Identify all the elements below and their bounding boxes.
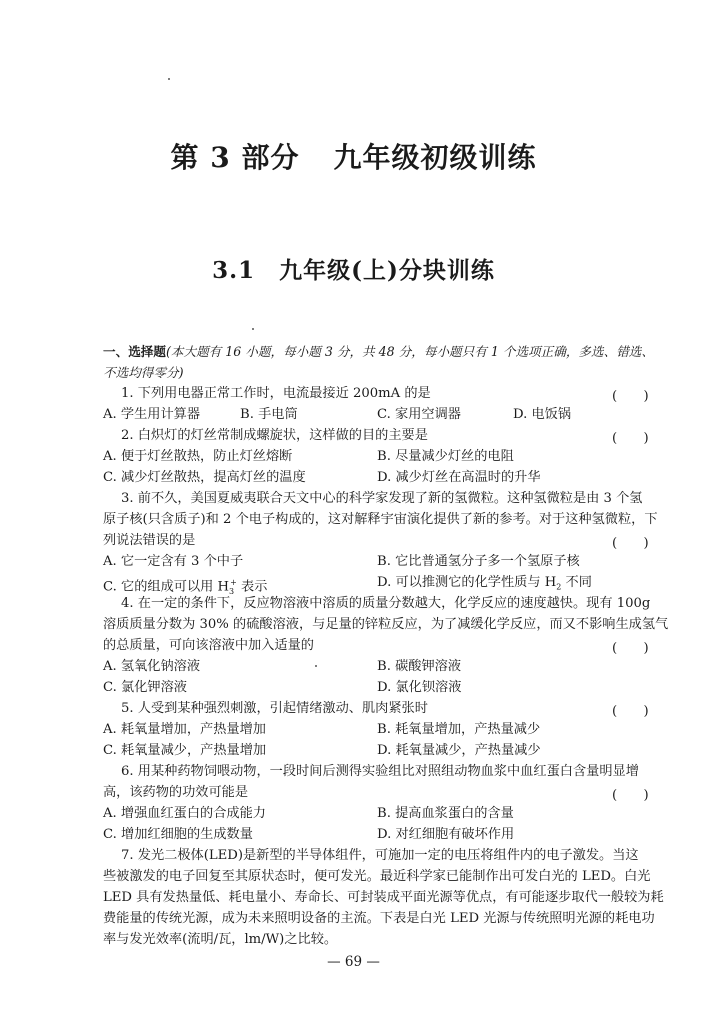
q7-stem-line5: 率与发光效率(流明/瓦，lm/W)之比较。 xyxy=(103,932,338,947)
q6-stem-line1: 6. 用某种药物饲喂动物，一段时间后测得实验组比对照组动物血浆中血红蛋白含量明显增 xyxy=(121,764,639,779)
q4-stem-line1: 4. 在一定的条件下，反应物溶液中溶质的质量分数越大，化学反应的速度越快。现有 100g xyxy=(121,596,651,611)
scan-speck xyxy=(252,328,254,330)
q4-answer-paren: ( ) xyxy=(612,641,649,656)
scan-speck xyxy=(168,78,170,80)
q3-option-d: D. 可以推测它的化学性质与 $H_2$ 不同 xyxy=(377,575,592,592)
q2-option-a: A. 便于灯丝散热，防止灯丝熔断 xyxy=(103,449,293,464)
q3-stem-line3: 列说法错误的是 xyxy=(103,533,196,548)
q6-option-b: B. 提高血浆蛋白的含量 xyxy=(377,806,514,821)
q1-option-d: D. 电饭锅 xyxy=(513,407,572,422)
section-title xyxy=(0,252,707,285)
q5-option-c: C. 耗氧量减少，产热量增加 xyxy=(103,743,267,758)
question-instructions xyxy=(103,341,663,360)
part-label: 第 3 部分 xyxy=(170,141,300,174)
q2-stem: 2. 白炽灯的灯丝常制成螺旋状，这样做的目的主要是 xyxy=(121,428,428,443)
instructions-note: (本大题有 16 小题，每小题 3 分，共 48 分，每小题只有 1 个选项正确，多选、错选、 xyxy=(165,344,654,359)
q6-answer-paren: ( ) xyxy=(612,788,649,803)
part-name: 九年级初级训练 xyxy=(333,141,537,174)
q2-option-c: C. 减少灯丝散热，提高灯丝的温度 xyxy=(103,470,306,485)
q4-option-c: C. 氯化钾溶液 xyxy=(103,680,187,695)
q4-stem-line2: 溶质质量分数为 30% 的硫酸溶液，与足量的锌粒反应，为了减缓化学反应，而又不影响生成氢气 xyxy=(103,617,669,632)
section-name: 九年级(上)分块训练 xyxy=(279,257,495,284)
q3-stem-line1: 3. 前不久，美国夏威夷联合天文中心的科学家发现了新的氢微粒。这种氢微粒是由 3 个氢 xyxy=(121,491,643,506)
instructions-lead: 一、选择题 xyxy=(103,344,166,359)
q5-option-b: B. 耗氧量增加，产热量减少 xyxy=(377,722,541,737)
q1-option-c: C. 家用空调器 xyxy=(377,407,461,422)
section-number: 3.1 xyxy=(212,257,256,284)
q3-answer-paren: ( ) xyxy=(612,536,649,551)
q4-stem-line3: 的总质量，可向该溶液中加入适量的 xyxy=(103,638,314,653)
q6-stem-line2: 高，该药物的功效可能是 xyxy=(103,785,249,800)
q1-option-b: B. 手电筒 xyxy=(240,407,298,422)
q6-option-a: A. 增强血红蛋白的合成能力 xyxy=(103,806,266,821)
q5-answer-paren: ( ) xyxy=(612,704,649,719)
q3-stem-line2: 原子核(只含质子)和 2 个电子构成的，这对解释宇宙演化提供了新的参考。对于这种氢微粒，下 xyxy=(103,512,658,527)
q7-stem-line4: 费能量的传统光源，成为未来照明设备的主流。下表是白光 LED 光源与传统照明光源的耗电功 xyxy=(103,911,655,926)
q1-stem: 1. 下列用电器正常工作时，电流最接近 200mA 的是 xyxy=(121,386,431,401)
q6-option-c: C. 增加红细胞的生成数量 xyxy=(103,827,253,842)
q5-option-d: D. 耗氧量减少，产热量减少 xyxy=(377,743,541,758)
q5-option-a: A. 耗氧量增加，产热量增加 xyxy=(103,722,266,737)
q4-option-a: A. 氢氧化钠溶液 xyxy=(103,659,201,674)
q6-option-d: D. 对红细胞有破坏作用 xyxy=(377,827,515,842)
page-number: — 69 — xyxy=(327,954,380,970)
instructions-note-cont: 不选均得零分) xyxy=(103,365,184,380)
q1-option-a: A. 学生用计算器 xyxy=(103,407,201,422)
q3-option-a: A. 它一定含有 3 个中子 xyxy=(103,554,244,569)
scan-speck xyxy=(315,665,317,667)
q4-option-d: D. 氯化钡溶液 xyxy=(377,680,462,695)
q4-option-b: B. 碳酸钾溶液 xyxy=(377,659,462,674)
q7-stem-line2: 些被激发的电子回复至其原状态时，便可发光。最近科学家已能制作出可发白光的 LED。白光 xyxy=(103,869,651,884)
q2-answer-paren: ( ) xyxy=(612,431,649,446)
q3-option-b: B. 它比普通氢分子多一个氢原子核 xyxy=(377,554,580,569)
part-title xyxy=(0,136,707,176)
q5-stem: 5. 人受到某种强烈刺激，引起情绪激动、肌肉紧张时 xyxy=(121,701,428,716)
q1-answer-paren: ( ) xyxy=(612,389,649,404)
q7-stem-line3: LED 具有发热量低、耗电量小、寿命长、可封装成平面光源等优点，有可能逐步取代一般较为耗 xyxy=(103,890,664,905)
q7-stem-line1: 7. 发光二极体(LED)是新型的半导体组件，可施加一定的电压将组件内的电子激发。当这 xyxy=(121,848,639,863)
q2-option-b: B. 尽量减少灯丝的电阻 xyxy=(377,449,514,464)
q2-option-d: D. 减少灯丝在高温时的升华 xyxy=(377,470,541,485)
q3-option-c: C. 它的组成可以用 $H_3^+$ 表示 xyxy=(103,578,268,597)
